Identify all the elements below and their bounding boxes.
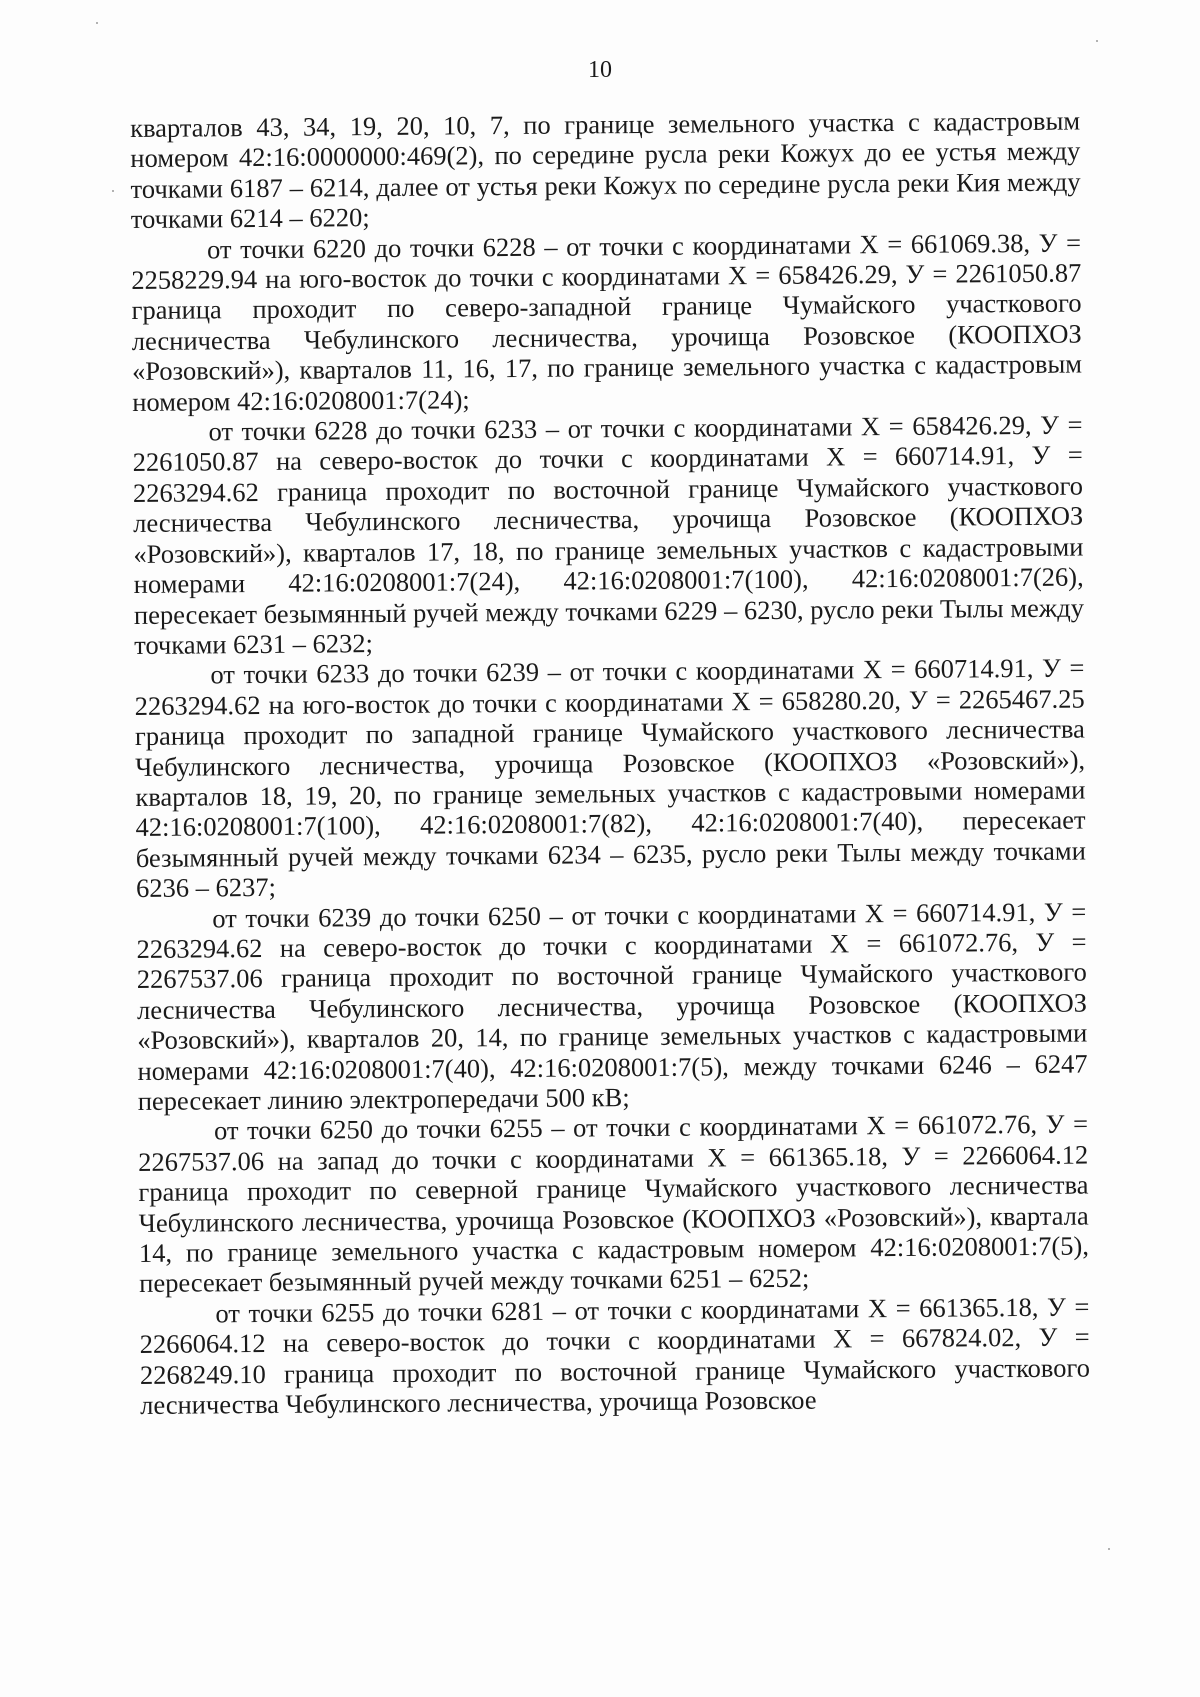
paragraph-segment-6255-6281: от точки 6255 до точки 6281 – от точки с координатами Х = 661365.18, У = 2266064.12 на северо-восток до точки с координатами Х = 667824.02, У = 2268249.10 граница проходит по восточной границе Чумайского участкового лесничества Чебулинского лесничества, урочища Розовское <box>139 1291 1090 1421</box>
scan-speck <box>112 190 114 192</box>
paragraph-segment-6233-6239: от точки 6233 до точки 6239 – от точки с координатами Х = 660714.91, У = 2263294.62 на юго-восток до точки с координатами Х = 658280.20, У = 2265467.25 граница проходит по западной границе Чумайского участкового лесничества Чебулинского лесничества, урочища Розовское (КООПХОЗ «Розовский»), кварталов 18, 19, 20, по границе земельных участков с кадастровыми номерами 42:16:0208001:7(100), 42:16:0208001:7(82), 42:16:0208001:7(40), пересекает безымянный ручей между точками 6234 – 6235, русло реки Тылы между точками 6236 – 6237; <box>134 652 1086 904</box>
scan-speck <box>1096 40 1098 42</box>
paragraph-segment-6239-6250: от точки 6239 до точки 6250 – от точки с координатами Х = 660714.91, У = 2263294.62 на северо-восток до точки с координатами Х = 661072.76, У = 2267537.06 граница проходит по восточной границе Чумайского участкового лесничества Чебулинского лесничества, урочища Розовское (КООПХОЗ «Розовский»), кварталов 20, 14, по границе земельных участков с кадастровыми номерами 42:16:0208001:7(40), 42:16:0208001:7(5), между точками 6246 – 6247 пересекает линию электропередачи 500 кВ; <box>136 896 1088 1116</box>
paragraph-segment-6220-6228: от точки 6220 до точки 6228 – от точки с координатами Х = 661069.38, У = 2258229.94 на юго-восток до точки с координатами Х = 658426.29, У = 2261050.87 граница проходит по северо-западной границе Чумайского участкового лесничества Чебулинского лесничества, урочища Розовское (КООПХОЗ «Розовский»), кварталов 11, 16, 17, по границе земельного участка с кадастровым номером 42:16:0208001:7(24); <box>131 227 1083 417</box>
document-body <box>130 106 1090 1421</box>
scan-speck <box>96 22 98 24</box>
paragraph-segment-6228-6233: от точки 6228 до точки 6233 – от точки с координатами Х = 658426.29, У = 2261050.87 на северо-восток до точки с координатами Х = 660714.91, У = 2263294.62 граница проходит по восточной границе Чумайского участкового лесничества Чебулинского лесничества, урочища Розовское (КООПХОЗ «Розовский»), кварталов 17, 18, по границе земельных участков с кадастровыми номерами 42:16:0208001:7(24), 42:16:0208001:7(100), 42:16:0208001:7(26), пересекает безымянный ручей между точками 6229 – 6230, русло реки Тылы между точками 6231 – 6232; <box>132 409 1085 660</box>
paragraph-segment-6250-6255: от точки 6250 до точки 6255 – от точки с координатами Х = 661072.76, У = 2267537.06 на запад до точки с координатами Х = 661365.18, У = 2266064.12 граница проходит по северной границе Чумайского участкового лесничества Чебулинского лесничества, урочища Розовское (КООПХОЗ «Розовский»), квартала 14, по границе земельного участка с кадастровым номером 42:16:0208001:7(5), пересекает безымянный ручей между точками 6251 – 6252; <box>138 1108 1090 1299</box>
scan-speck <box>1108 1548 1110 1550</box>
paragraph-continuation: кварталов 43, 34, 19, 20, 10, 7, по границе земельного участка с кадастровым номером 42:16:0000000:469(2), по середине русла реки Кожух до ее устья между точками 6187 – 6214, далее от устья реки Кожух по середине русла реки Кия между точками 6214 – 6220; <box>130 105 1081 235</box>
page-number: 10 <box>588 57 612 83</box>
